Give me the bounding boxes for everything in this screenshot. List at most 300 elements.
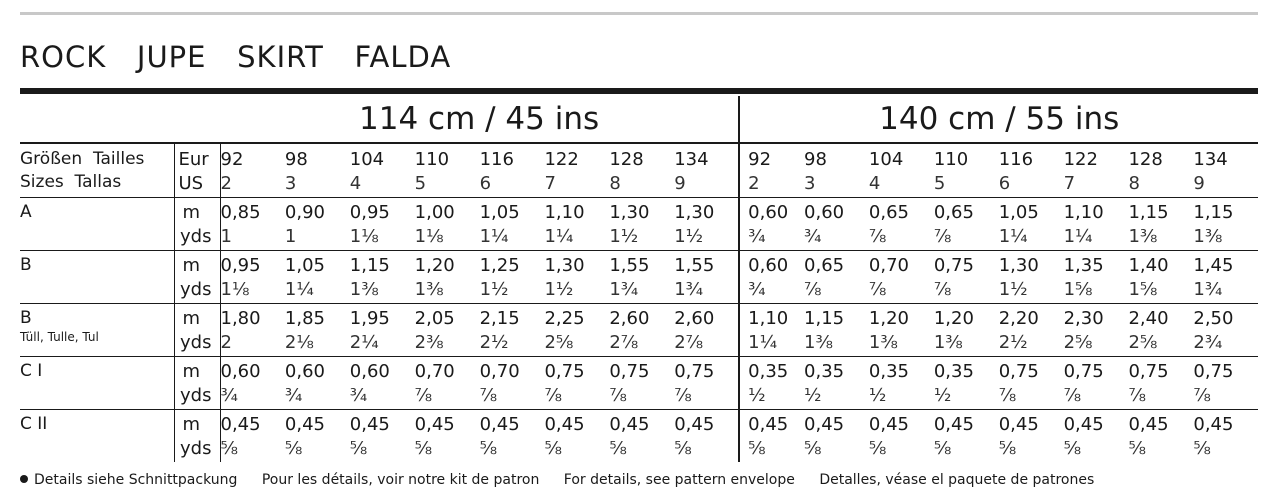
amount-cell	[350, 357, 415, 410]
size-unit-cell	[174, 143, 220, 198]
amount-yds: ⅝	[1193, 438, 1211, 459]
amount-yds: 1½	[609, 226, 639, 247]
unit-yds: yds	[180, 279, 212, 300]
amount-yds: 2⅞	[674, 332, 704, 353]
amount-m: 2,60	[674, 308, 715, 329]
amount-cell	[1128, 410, 1193, 463]
amount-cell	[609, 198, 674, 251]
amount-m: 2,60	[609, 308, 650, 329]
view-label-cell	[20, 251, 174, 304]
view-label: C II	[20, 414, 48, 434]
size-cell	[999, 143, 1064, 198]
footer-note-de: Details siehe Schnittpackung	[34, 472, 238, 488]
unit-m: m	[182, 255, 201, 276]
amount-m: 0,35	[933, 361, 974, 382]
amount-m: 1,45	[1193, 255, 1234, 276]
amount-cell	[1064, 357, 1129, 410]
amount-yds: 1⅜	[349, 279, 379, 300]
amount-cell	[480, 198, 545, 251]
amount-cell	[1193, 410, 1258, 463]
amount-yds: 1⅛	[220, 279, 250, 300]
amount-cell	[674, 304, 739, 357]
amount-yds: ⅝	[933, 438, 952, 459]
size-eur: 92	[748, 149, 772, 170]
amount-m: 0,75	[1128, 361, 1169, 382]
amount-m: 1,05	[998, 202, 1039, 223]
size-cell	[1193, 143, 1258, 198]
amount-yds: ⅝	[804, 438, 822, 459]
amount-cell	[804, 198, 869, 251]
size-row	[20, 143, 1258, 198]
title-rule	[20, 88, 1258, 94]
amount-cell	[804, 251, 869, 304]
amount-cell	[350, 410, 415, 463]
amount-cell	[480, 410, 545, 463]
footer-notes	[20, 472, 1114, 488]
amount-m: 1,30	[609, 202, 650, 223]
amount-cell	[674, 410, 739, 463]
amount-m: 1,30	[544, 255, 585, 276]
amount-m: 1,25	[479, 255, 520, 276]
amount-cell	[739, 198, 804, 251]
amount-cell	[1193, 357, 1258, 410]
amount-m: 0,45	[1063, 414, 1104, 435]
amount-yds: 2⅝	[544, 332, 574, 353]
amount-cell	[869, 251, 934, 304]
amount-cell	[415, 410, 480, 463]
view-label: B	[20, 255, 32, 275]
amount-m: 1,95	[349, 308, 390, 329]
amount-yds: 1⅝	[1063, 279, 1093, 300]
amount-m: 2,05	[414, 308, 455, 329]
amount-m: 0,45	[868, 414, 909, 435]
amount-yds: ¾	[349, 385, 368, 406]
amount-yds: ⅝	[998, 438, 1017, 459]
amount-m: 0,95	[349, 202, 390, 223]
amount-m: 2,30	[1063, 308, 1104, 329]
size-eur: 104	[349, 149, 385, 170]
unit-cell	[174, 410, 220, 463]
size-eur: 116	[998, 149, 1034, 170]
bullet-icon	[20, 475, 28, 483]
amount-cell	[739, 304, 804, 357]
amount-yds: ⅞	[479, 385, 498, 406]
amount-yds: ⅞	[998, 385, 1017, 406]
amount-cell	[285, 198, 350, 251]
amount-yds: 2½	[998, 332, 1028, 353]
amount-yds: ⅞	[868, 226, 887, 247]
amount-yds: 1⅜	[868, 332, 898, 353]
amount-yds: ⅞	[414, 385, 433, 406]
fabric-width-140: 140 cm / 55 ins	[739, 96, 1258, 143]
size-eur: 122	[544, 149, 579, 170]
amount-cell	[220, 410, 285, 463]
size-eur: 98	[284, 149, 308, 170]
amount-m: 0,60	[284, 361, 325, 382]
amount-cell	[869, 410, 934, 463]
amount-yds: ½	[933, 385, 952, 406]
amount-cell	[674, 251, 739, 304]
size-us: 7	[1063, 173, 1076, 194]
amount-cell	[1128, 304, 1193, 357]
amount-yds: ⅞	[544, 385, 562, 406]
unit-yds: yds	[180, 226, 212, 247]
amount-yds: 1¼	[284, 279, 314, 300]
amount-m: 0,95	[220, 255, 261, 276]
amount-m: 1,20	[933, 308, 974, 329]
amount-m: 0,45	[414, 414, 455, 435]
amount-cell	[999, 357, 1064, 410]
size-cell	[804, 143, 869, 198]
amount-m: 1,30	[998, 255, 1039, 276]
size-us: 9	[674, 173, 686, 194]
amount-cell	[934, 357, 999, 410]
amount-yds: 1¼	[1063, 226, 1093, 247]
footer-note-fr: Pour les détails, voir notre kit de patron	[261, 472, 540, 488]
amount-cell	[220, 304, 285, 357]
amount-cell	[1064, 304, 1129, 357]
amount-m: 0,70	[414, 361, 455, 382]
amount-yds: ⅞	[1128, 385, 1146, 406]
amount-yds: 2½	[479, 332, 509, 353]
size-us: 4	[349, 173, 362, 194]
amount-cell	[1128, 198, 1193, 251]
size-us: 2	[220, 173, 232, 194]
size-label-cell	[20, 143, 174, 198]
size-eur: 92	[220, 149, 244, 170]
amount-m: 0,65	[804, 255, 845, 276]
amount-m: 1,30	[674, 202, 715, 223]
amount-m: 1,15	[804, 308, 845, 329]
amount-m: 1,15	[1128, 202, 1169, 223]
view-row	[20, 410, 1258, 463]
amount-m: 0,45	[998, 414, 1039, 435]
amount-yds: 2⅞	[609, 332, 639, 353]
amount-cell	[350, 304, 415, 357]
size-eur: 116	[479, 149, 514, 170]
size-us: 2	[748, 173, 760, 194]
amount-yds: 1½	[674, 226, 704, 247]
amount-yds: ⅝	[349, 438, 368, 459]
amount-yds: 1	[284, 226, 297, 247]
size-cell	[544, 143, 609, 198]
amount-cell	[285, 304, 350, 357]
amount-cell	[674, 357, 739, 410]
amount-yds: ⅝	[479, 438, 498, 459]
unit-cell	[174, 251, 220, 304]
unit-yds: yds	[180, 385, 212, 406]
amount-yds: 1⅜	[933, 332, 963, 353]
amount-m: 2,50	[1193, 308, 1234, 329]
size-us: 4	[868, 173, 881, 194]
unit-m: m	[182, 361, 201, 382]
size-cell	[1128, 143, 1193, 198]
unit-cell	[174, 198, 220, 251]
amount-yds: ½	[868, 385, 887, 406]
amount-cell	[1064, 251, 1129, 304]
amount-cell	[415, 304, 480, 357]
unit-yds: yds	[180, 438, 212, 459]
size-cell	[415, 143, 480, 198]
amount-yds: ⅞	[933, 226, 952, 247]
amount-yds: 2	[220, 332, 232, 353]
amount-cell	[609, 410, 674, 463]
amount-yds: 1⅜	[1128, 226, 1158, 247]
amount-yds: 1⅜	[414, 279, 444, 300]
view-label-cell	[20, 198, 174, 251]
amount-m: 0,45	[748, 414, 789, 435]
amount-m: 0,45	[479, 414, 520, 435]
amount-cell	[544, 198, 609, 251]
amount-cell	[220, 251, 285, 304]
amount-m: 0,75	[1063, 361, 1104, 382]
unit-yds: yds	[180, 332, 212, 353]
amount-m: 1,20	[868, 308, 909, 329]
amount-cell	[480, 251, 545, 304]
size-us: 8	[1128, 173, 1140, 194]
amount-yds: 1⅜	[804, 332, 833, 353]
amount-cell	[480, 357, 545, 410]
unit-m: m	[182, 414, 201, 435]
amount-m: 1,80	[220, 308, 261, 329]
amount-m: 0,90	[284, 202, 325, 223]
amount-cell	[739, 410, 804, 463]
amount-cell	[1128, 251, 1193, 304]
view-label: A	[20, 202, 32, 222]
unit-eur: Eur	[178, 149, 209, 170]
amount-cell	[415, 357, 480, 410]
amount-cell	[934, 198, 999, 251]
amount-m: 0,35	[804, 361, 845, 382]
amount-cell	[285, 410, 350, 463]
amount-yds: ¾	[284, 385, 303, 406]
amount-yds: 1⅜	[1193, 226, 1223, 247]
amount-yds: 2⅛	[284, 332, 314, 353]
amount-yds: ⅝	[1063, 438, 1082, 459]
size-us: 3	[284, 173, 297, 194]
amount-m: 0,45	[220, 414, 261, 435]
amount-cell	[999, 251, 1064, 304]
amount-m: 1,10	[748, 308, 789, 329]
amount-cell	[220, 357, 285, 410]
amount-cell	[869, 198, 934, 251]
amount-m: 0,75	[998, 361, 1039, 382]
amount-cell	[480, 304, 545, 357]
amount-m: 1,85	[284, 308, 325, 329]
size-cell	[934, 143, 999, 198]
amount-yds: ⅞	[609, 385, 627, 406]
amount-cell	[415, 251, 480, 304]
amount-cell	[1193, 304, 1258, 357]
size-cell	[220, 143, 285, 198]
amount-cell	[739, 251, 804, 304]
amount-yds: ⅝	[414, 438, 433, 459]
amount-m: 0,45	[674, 414, 715, 435]
size-eur: 110	[414, 149, 450, 170]
amount-m: 0,45	[933, 414, 974, 435]
amount-yds: 1¼	[544, 226, 574, 247]
size-us: 5	[414, 173, 427, 194]
view-row	[20, 198, 1258, 251]
size-eur: 98	[804, 149, 827, 170]
amount-cell	[999, 304, 1064, 357]
amount-m: 0,45	[804, 414, 845, 435]
amount-yds: 2⅜	[414, 332, 444, 353]
amount-yds: ⅝	[868, 438, 887, 459]
amount-yds: ¾	[220, 385, 238, 406]
view-row	[20, 357, 1258, 410]
amount-m: 0,35	[748, 361, 789, 382]
amount-m: 1,55	[674, 255, 715, 276]
amount-cell	[544, 357, 609, 410]
top-rule	[20, 12, 1258, 15]
size-us: 6	[479, 173, 492, 194]
unit-cell	[174, 357, 220, 410]
amount-m: 1,40	[1128, 255, 1169, 276]
amount-yds: ⅝	[674, 438, 692, 459]
amount-m: 1,15	[1193, 202, 1234, 223]
amount-m: 0,45	[284, 414, 325, 435]
amount-m: 1,35	[1063, 255, 1104, 276]
amount-m: 1,10	[544, 202, 585, 223]
amount-cell	[350, 198, 415, 251]
amount-yds: 1⅛	[414, 226, 444, 247]
amount-m: 0,45	[1193, 414, 1234, 435]
size-us: 6	[998, 173, 1011, 194]
size-cell	[609, 143, 674, 198]
amount-yds: 1⅝	[1128, 279, 1158, 300]
amount-yds: ⅞	[804, 279, 822, 300]
size-eur: 134	[674, 149, 709, 170]
size-cell	[1064, 143, 1129, 198]
amount-yds: 1½	[998, 279, 1028, 300]
amount-yds: 1½	[479, 279, 509, 300]
amount-m: 0,65	[868, 202, 909, 223]
amount-cell	[1064, 410, 1129, 463]
amount-yds: 1¼	[998, 226, 1028, 247]
amount-cell	[804, 410, 869, 463]
amount-yds: ¾	[748, 226, 766, 247]
amount-cell	[1193, 198, 1258, 251]
amount-m: 0,65	[933, 202, 974, 223]
amount-yds: ⅞	[1193, 385, 1211, 406]
amount-cell	[544, 251, 609, 304]
size-eur: 134	[1193, 149, 1228, 170]
footer-note-es: Detalles, véase el paquete de patrones	[819, 472, 1095, 488]
amount-yds: 2¾	[1193, 332, 1223, 353]
amount-m: 1,20	[414, 255, 455, 276]
amount-cell	[609, 357, 674, 410]
amount-yds: 2¼	[349, 332, 379, 353]
amount-cell	[1128, 357, 1193, 410]
amount-cell	[869, 304, 934, 357]
amount-cell	[1064, 198, 1129, 251]
amount-yds: 1¼	[748, 332, 778, 353]
amount-m: 0,45	[609, 414, 650, 435]
amount-cell	[1193, 251, 1258, 304]
width-header-row	[20, 96, 1258, 143]
footer-note-en: For details, see pattern envelope	[563, 472, 795, 488]
amount-cell	[934, 304, 999, 357]
amount-yds: ⅞	[933, 279, 952, 300]
amount-m: 0,45	[1128, 414, 1169, 435]
amount-cell	[804, 304, 869, 357]
amount-cell	[285, 357, 350, 410]
amount-cell	[869, 357, 934, 410]
amount-m: 0,75	[609, 361, 650, 382]
amount-cell	[544, 304, 609, 357]
fabric-width-114: 114 cm / 45 ins	[359, 101, 600, 137]
amount-yds: ¾	[748, 279, 766, 300]
amount-m: 0,60	[748, 202, 789, 223]
amount-yds: ⅝	[284, 438, 303, 459]
view-label-cell	[20, 304, 174, 357]
amount-yds: 1	[220, 226, 232, 247]
size-us: 7	[544, 173, 556, 194]
amount-m: 0,75	[1193, 361, 1234, 382]
amount-m: 0,60	[349, 361, 390, 382]
view-label-cell	[20, 410, 174, 463]
amount-m: 1,00	[414, 202, 455, 223]
view-label: C I	[20, 361, 43, 381]
amount-m: 0,75	[933, 255, 974, 276]
amount-yds: ⅞	[868, 279, 887, 300]
amount-m: 0,75	[674, 361, 715, 382]
amount-cell	[999, 410, 1064, 463]
amount-yds: ⅞	[674, 385, 692, 406]
amount-yds: ¾	[804, 226, 822, 247]
amount-m: 0,60	[220, 361, 261, 382]
amount-yds: 1¾	[1193, 279, 1223, 300]
amount-cell	[350, 251, 415, 304]
amount-m: 0,45	[544, 414, 585, 435]
size-cell	[285, 143, 350, 198]
amount-m: 0,35	[868, 361, 909, 382]
yardage-table	[20, 96, 1258, 462]
amount-m: 0,85	[220, 202, 261, 223]
unit-m: m	[182, 202, 201, 223]
size-label-line1: Größen Tailles	[20, 149, 145, 169]
size-cell	[480, 143, 545, 198]
amount-cell	[739, 357, 804, 410]
amount-cell	[415, 198, 480, 251]
size-eur: 110	[933, 149, 969, 170]
view-label: B	[20, 308, 32, 328]
amount-yds: 1¾	[674, 279, 704, 300]
size-us: 8	[609, 173, 621, 194]
amount-m: 2,15	[479, 308, 520, 329]
size-eur: 128	[609, 149, 644, 170]
amount-yds: ⅞	[1063, 385, 1082, 406]
amount-cell	[934, 251, 999, 304]
size-eur: 122	[1063, 149, 1098, 170]
size-cell	[350, 143, 415, 198]
amount-m: 0,60	[748, 255, 789, 276]
amount-m: 0,60	[804, 202, 845, 223]
amount-yds: 1¾	[609, 279, 639, 300]
amount-cell	[999, 198, 1064, 251]
unit-us: US	[178, 173, 204, 194]
amount-m: 0,70	[479, 361, 520, 382]
size-eur: 128	[1128, 149, 1163, 170]
size-us: 5	[933, 173, 946, 194]
amount-yds: ⅝	[609, 438, 627, 459]
amount-m: 0,70	[868, 255, 909, 276]
amount-cell	[285, 251, 350, 304]
amount-m: 1,05	[479, 202, 520, 223]
size-us: 3	[804, 173, 816, 194]
amount-cell	[804, 357, 869, 410]
